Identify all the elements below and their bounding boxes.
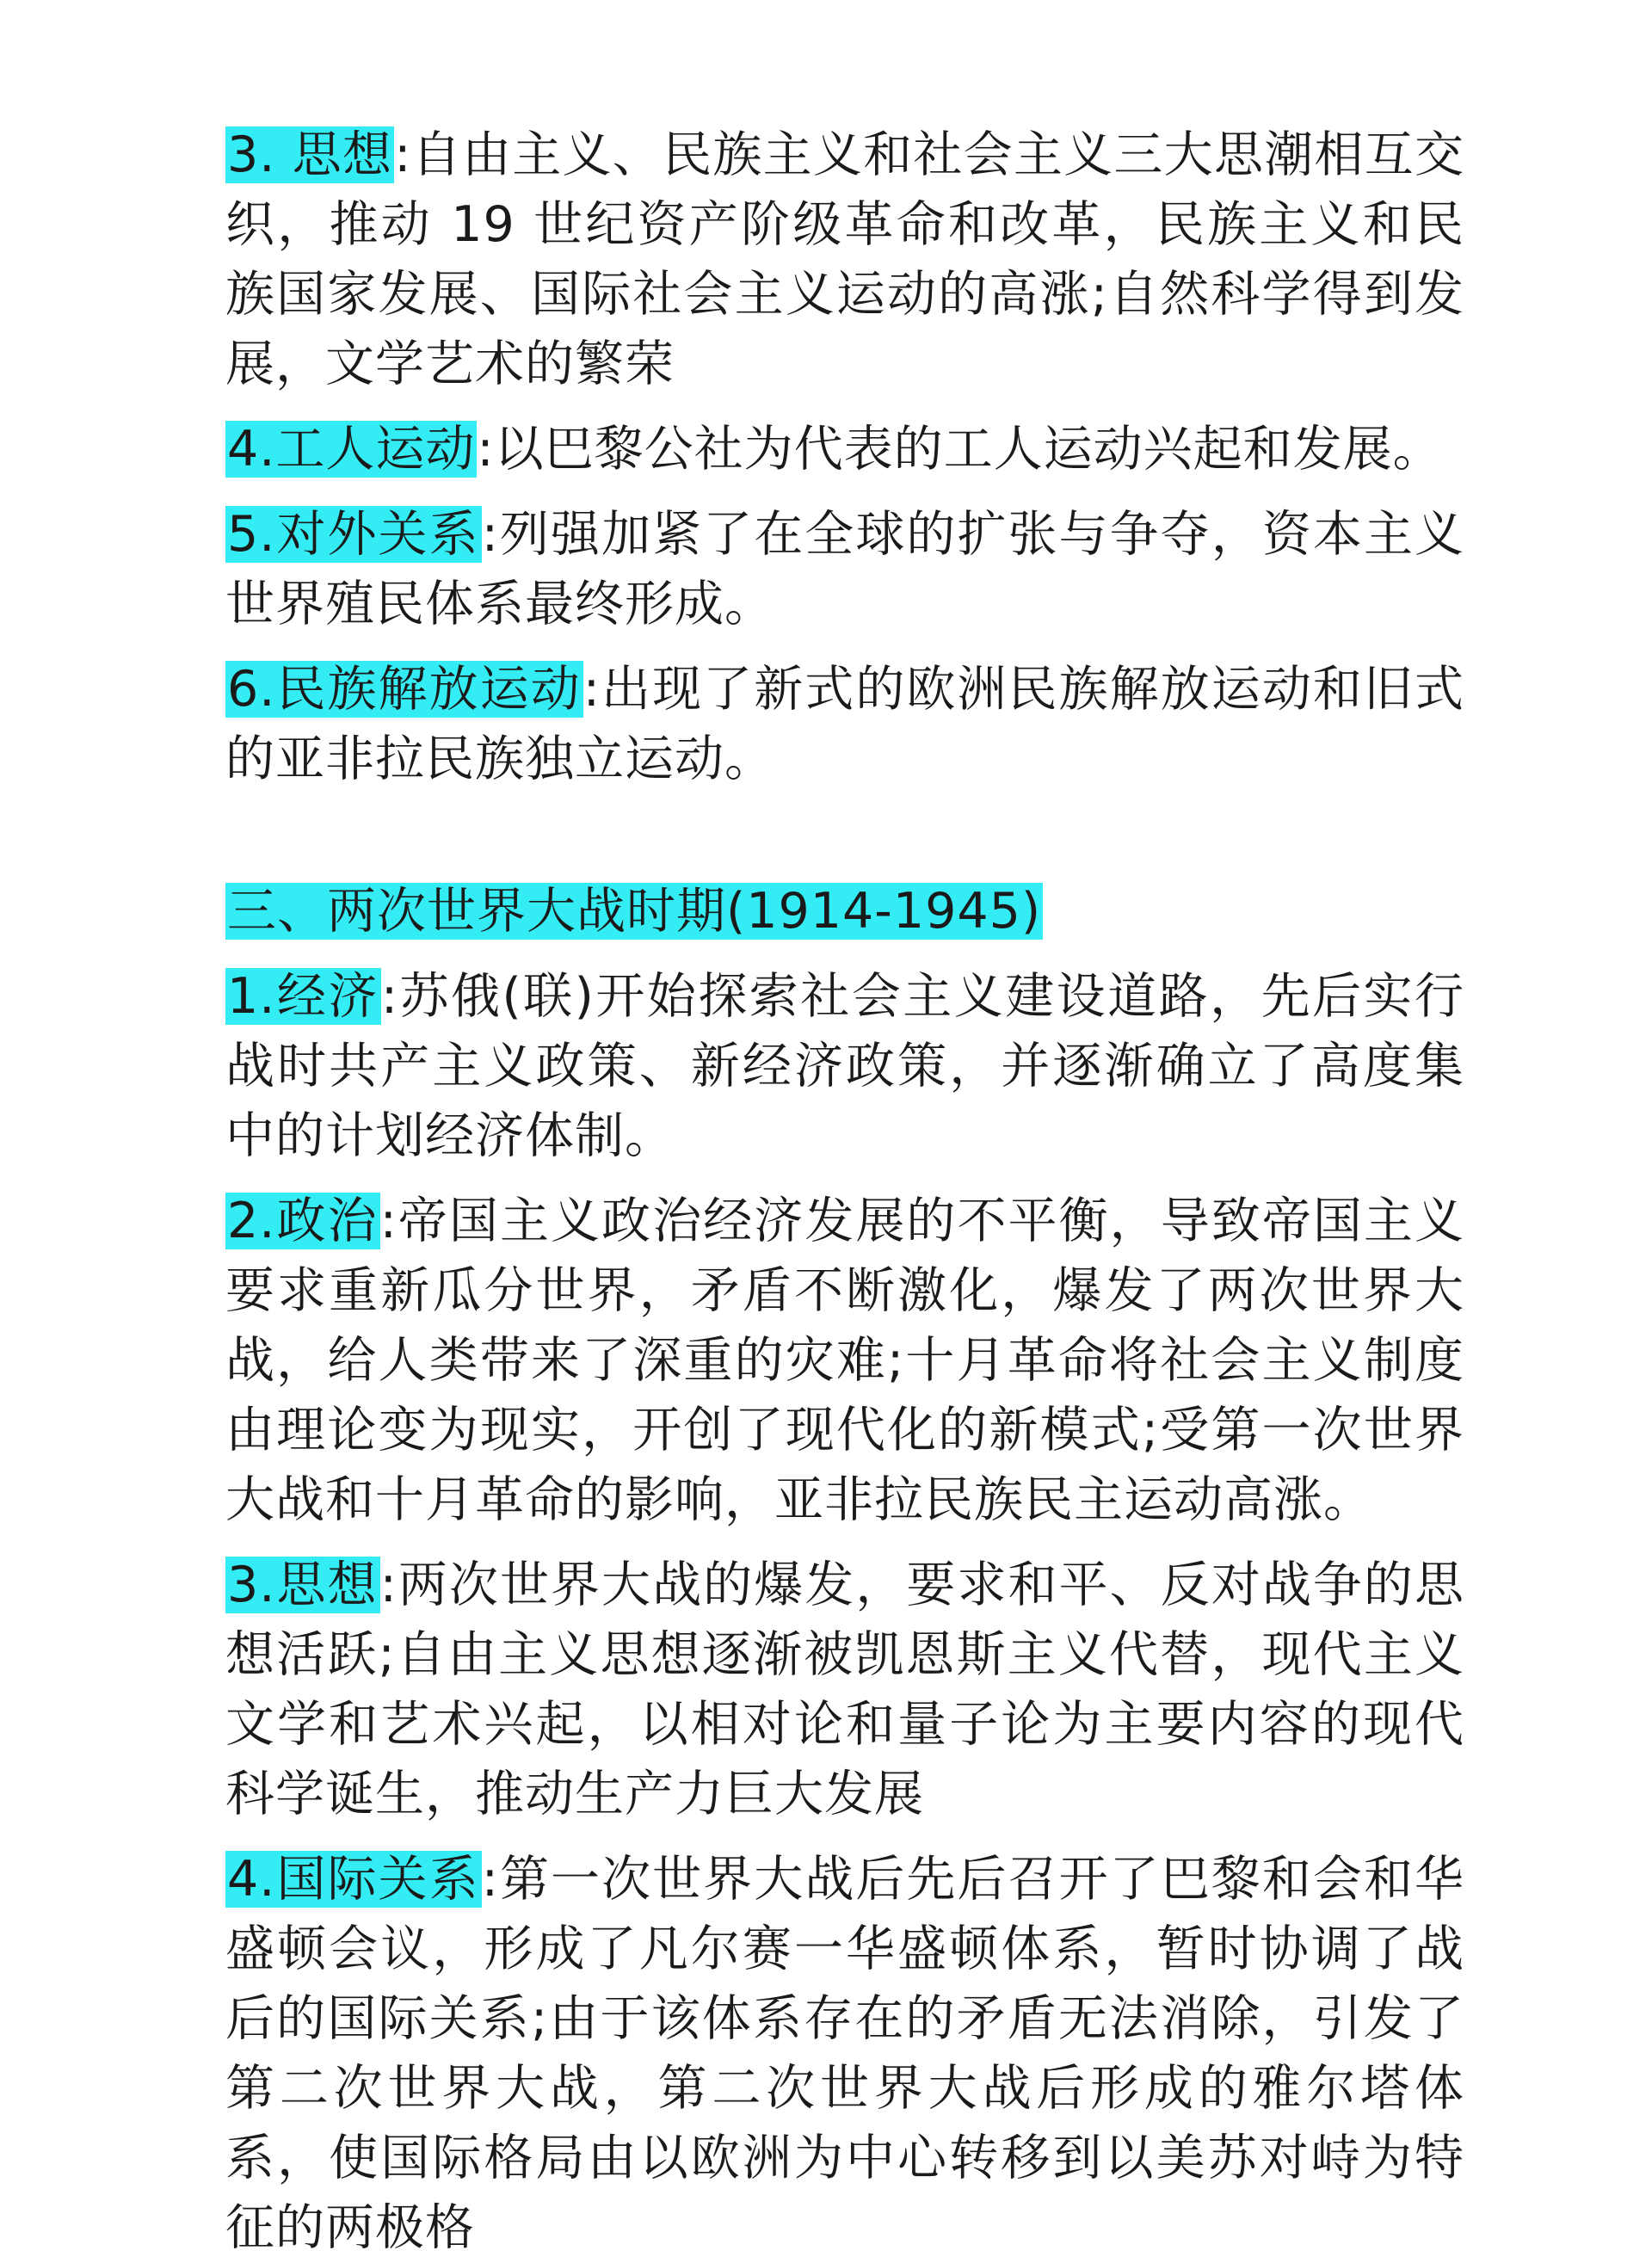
- item-text: :苏俄(联)开始探索社会主义建设道路，先后实行战时共产主义政策、新经济政策，并逐渐确立了高度集中的计划经济体制。: [225, 968, 1464, 1164]
- item-labor-movement: [225, 415, 1464, 484]
- item-text: :帝国主义政治经济发展的不平衡，导致帝国主义要求重新瓜分世界，矛盾不断激化，爆发了两次世界大战，给人类带来了深重的灾难;十月革命将社会主义制度由理论变为现实，开创了现代化的新模式;受第一次世界大战和十月革命的影响，亚非拉民族民主运动高涨。: [225, 1193, 1464, 1528]
- item-label-highlight: 4.国际关系: [227, 1851, 480, 1908]
- item-label-highlight: 6.民族解放运动: [227, 661, 582, 718]
- item-thought-19c: [225, 120, 1464, 399]
- item-thought-wars: [225, 1551, 1464, 1829]
- section-title-highlight: 三、两次世界大战时期(1914-1945): [227, 883, 1042, 940]
- item-text: :第一次世界大战后先后召开了巴黎和会和华盛顿会议，形成了凡尔赛一华盛顿体系，暂时协调了战后的国际关系;由于该体系存在的矛盾无法消除，引发了第二次世界大战，第二次世界大战后形成的雅尔塔体系，使国际格局由以欧洲为中心转移到以美苏对峙为特征的两极格: [225, 1851, 1465, 2256]
- item-text: :自由主义、民族主义和社会主义三大思潮相互交织，推动 19 世纪资产阶级革命和改革，民族主义和民族国家发展、国际社会主义运动的高涨;自然科学得到发展，文学艺术的繁荣: [225, 126, 1464, 392]
- item-foreign-relations: [225, 500, 1464, 639]
- item-label-highlight: 5.对外关系: [227, 506, 480, 563]
- item-label-highlight: 1.经济: [227, 968, 379, 1025]
- document-body: [225, 120, 1464, 2263]
- item-label-highlight: 3.思想: [227, 1557, 379, 1613]
- item-economy: [225, 962, 1464, 1171]
- section-heading: [225, 877, 1464, 947]
- item-national-liberation: [225, 655, 1464, 794]
- item-label-highlight: 2.政治: [227, 1193, 379, 1249]
- item-text: :列强加紧了在全球的扩张与争夺，资本主义世界殖民体系最终形成。: [225, 506, 1465, 632]
- item-text: :两次世界大战的爆发，要求和平、反对战争的思想活跃;自由主义思想逐渐被凯恩斯主义代替，现代主义文学和艺术兴起，以相对论和量子论为主要内容的现代科学诞生，推动生产力巨大发展: [225, 1557, 1464, 1822]
- item-label-highlight: 4.工人运动: [227, 421, 476, 478]
- item-text: :出现了新式的欧洲民族解放运动和旧式的亚非拉民族独立运动。: [225, 661, 1464, 787]
- item-label-highlight: 3. 思想: [227, 126, 393, 183]
- item-text: :以巴黎公社为代表的工人运动兴起和发展。: [477, 421, 1443, 478]
- item-international-relations: [225, 1845, 1464, 2263]
- item-politics: [225, 1187, 1464, 1535]
